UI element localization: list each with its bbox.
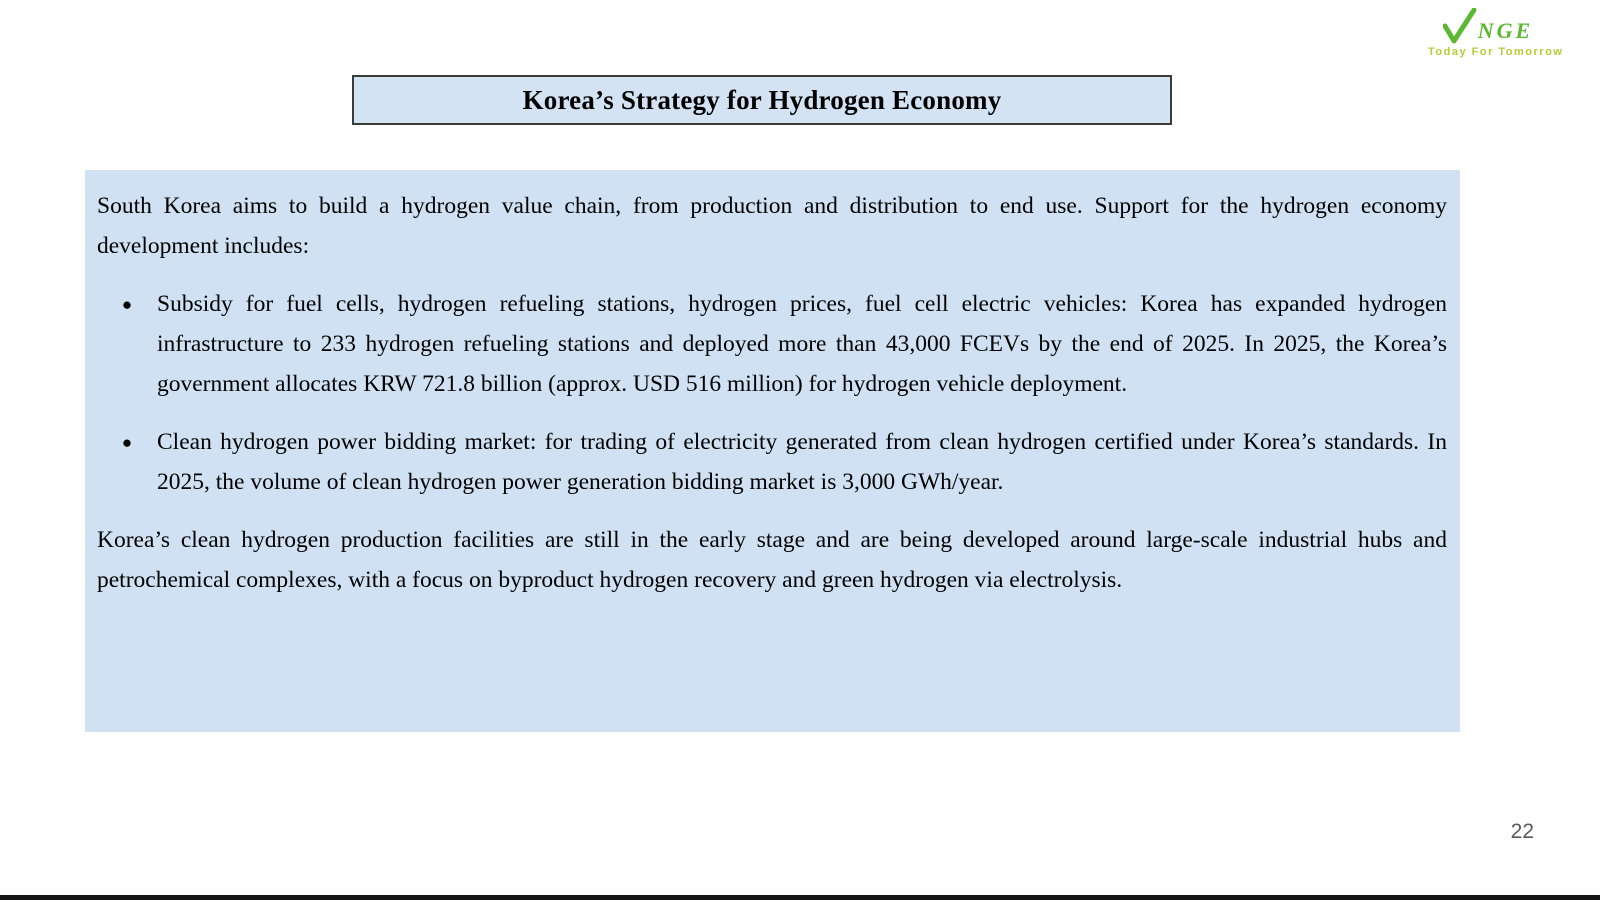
page-number: 22 (1510, 820, 1534, 843)
bullet-text-subsidy: Subsidy for fuel cells, hydrogen refueling stations, hydrogen prices, fuel cell electric vehicles: Korea has expanded hydrogen infrastructure to 233 hydrogen refueling stations and deployed more than 43,000 FCEVs by the end of 2025. In 2025, the Korea’s government allocates KRW 721.8 billion (approx. USD 516 million) for hydrogen vehicle deployment. (157, 291, 1447, 397)
content-box (85, 170, 1460, 732)
intro-paragraph: South Korea aims to build a hydrogen value chain, from production and distribution to end use. Support for the hydrogen economy development includes: (97, 193, 1447, 259)
logo-checkmark-icon (1443, 8, 1477, 44)
slide-title: Korea’s Strategy for Hydrogen Economy (522, 84, 1002, 115)
slide-title-box (352, 75, 1172, 125)
logo-tagline: Today For Tomorrow (1428, 46, 1564, 58)
list-item (97, 422, 1447, 502)
vnge-logo (1428, 8, 1564, 58)
bottom-border-bar (0, 895, 1600, 900)
outro-paragraph: Korea’s clean hydrogen production facilities are still in the early stage and are being developed around large-scale industrial hubs and petrochemical complexes, with a focus on byproduct hydrogen recovery and green hydrogen via electrolysis. (97, 527, 1447, 593)
bullet-text-bidding-market: Clean hydrogen power bidding market: for trading of electricity generated from clean hydrogen certified under Korea’s standards. In 2025, the volume of clean hydrogen power generation bidding market is 3,000 GWh/year. (157, 429, 1447, 495)
bullet-icon: ● (121, 295, 133, 314)
logo-text: NGE (1477, 18, 1534, 43)
list-item (97, 284, 1447, 404)
bullet-icon: ● (121, 433, 133, 452)
